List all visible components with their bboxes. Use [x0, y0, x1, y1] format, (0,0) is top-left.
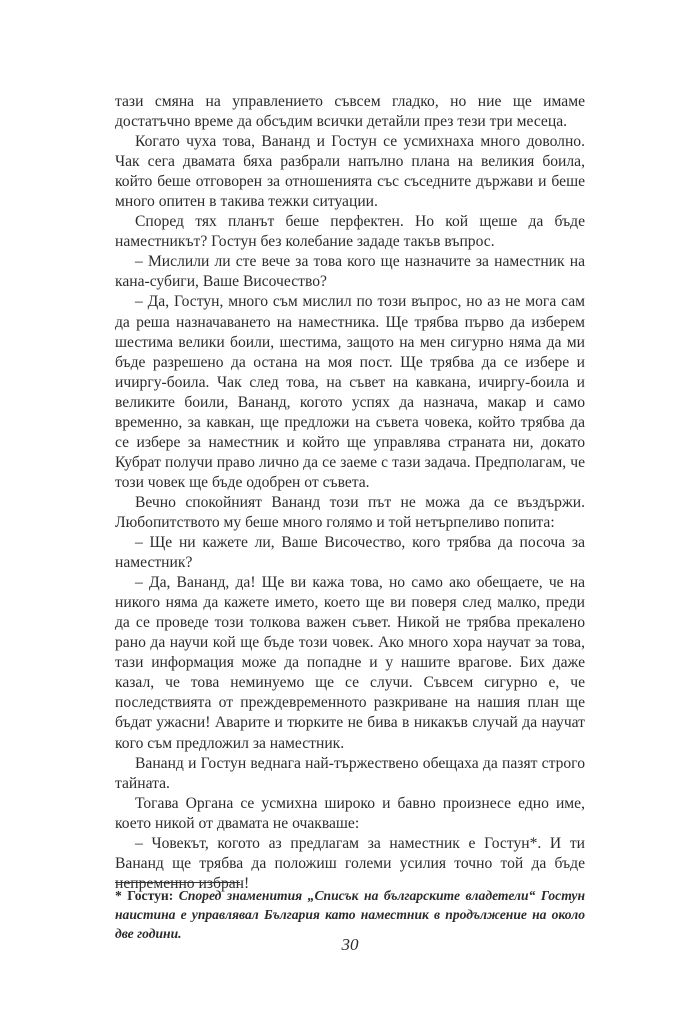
- paragraph: – Ще ни кажете ли, Ваше Височество, кого трябва да посоча за наместник?: [115, 534, 585, 572]
- paragraph: Тогава Органа се усмихна широко и бавно произнесе едно име, което никой от двамата не очакваше:: [115, 794, 585, 832]
- paragraph: Вечно спокойният Ванaнд този път не можа да се въздържи. Любопитството му беше много голямо и той нетърпеливо попита:: [115, 493, 585, 531]
- paragraph: – Да, Ванaнд, да! Ще ви кажа това, но само ако обещаете, че на никого няма да кажете името, което ще ви поверя след малко, преди да се проведе този толкова важен съвет. Никой не трябва прекалено рано да научи кой ще бъде този човек. Ако много хора научат за това, тази информация може да попадне и у нашите врагове. Бих даже казал, че това неминуемо ще се случи. Съвсем сигурно е, че последствията от преждевременното разкриване на нашия план ще бъдат ужасни! Аварите и тюрките не бива в никакъв случай да научат кого съм предложил за наместник.: [115, 574, 585, 752]
- footnote-marker: * Гостун:: [115, 888, 174, 903]
- footnote-divider: [115, 882, 240, 883]
- page-number: 30: [341, 935, 359, 954]
- paragraph: – Да, Гостун, много съм мислил по този въпрос, но аз не мога сам да реша назначаването на наместника. Ще трябва първо да изберем шестима велики боили, шестима, защото на мен сигурно няма да ми бъде разрешено да остана на моя пост. Ще трябва да се избере и ичиргу-боила. Чак след това, на съвет на кавкана, ичиргу-боила и великите боили, Ванaнд, когото успях да назнача, макар и само временно, за кавкан, ще предложи на съвета човека, който трябва да се избере за наместник и който ще управлява страната ни, докато Кубрат получи право лично да се заеме с тази задача. Предполагам, че този човек ще бъде одобрен от съвета.: [115, 293, 585, 491]
- paragraph: Когато чуха това, Ванaнд и Гостун се усмихнаха много доволно. Чак сега двамата бяха разбрали напълно плана на великия боила, който беше отговорен за отношенията със съседните държави и беше много опитен в такива тежки ситуации.: [115, 133, 585, 211]
- paragraph: Според тях планът беше перфектен. Но кой щеше да бъде наместникът? Гостун без колебание зададе такъв въпрос.: [115, 213, 585, 251]
- footnote-text: Според знаменития „Списък на българските владетели“ Гостун наистина е управлявал България като наместник в продължение на около две години.: [115, 888, 586, 941]
- paragraph: тази смяна на управлението съвсем гладко, но ние ще имаме достатъчно време да обсъдим всички детайли през тези три месеца.: [115, 93, 585, 131]
- body-text: [115, 92, 585, 894]
- paragraph: – Мислили ли сте вече за това кого ще назначите за наместник на кана-субиги, Ваше Височество?: [115, 253, 585, 291]
- paragraph: – Човекът, когото аз предлагам за наместник е Гостун*. И ти Ванaнд ще трябва да положиш големи усилия точно той да бъде непременно избран!: [115, 834, 585, 892]
- paragraph: Ванaнд и Гостун веднага най-тържествено обещаха да пазят строго тайната.: [115, 754, 585, 792]
